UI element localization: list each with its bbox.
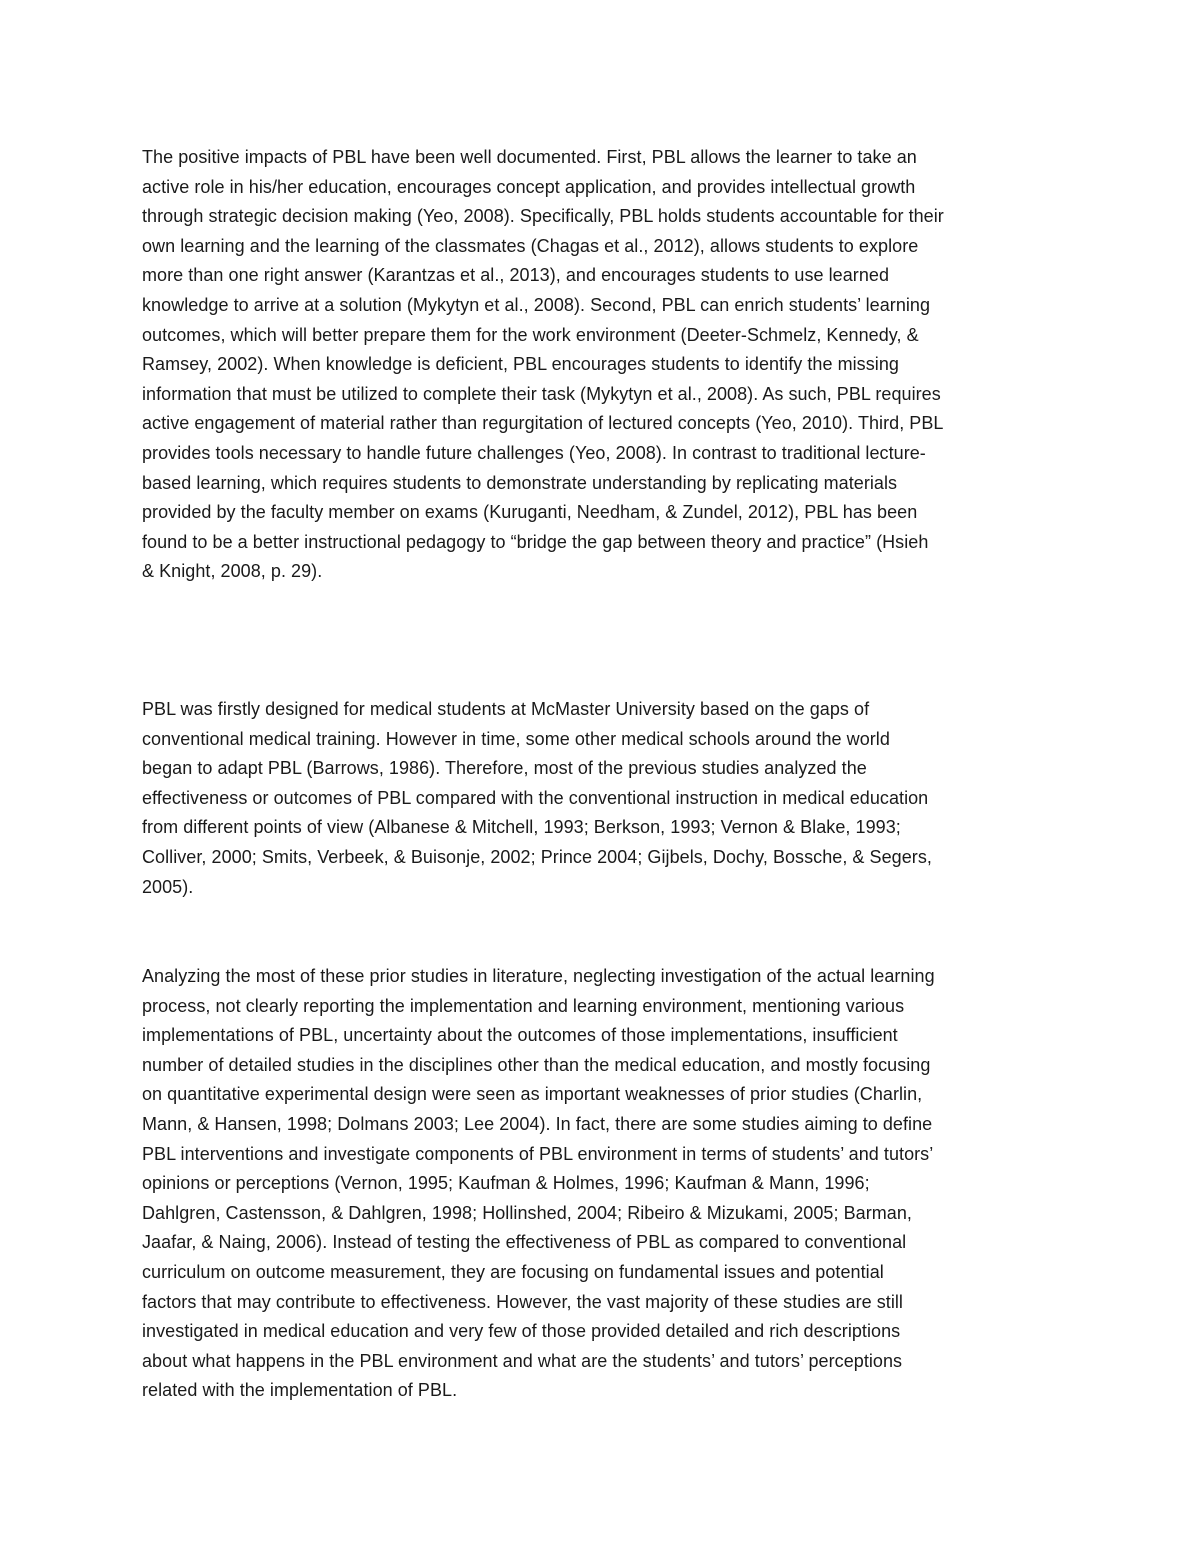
text-line: Colliver, 2000; Smits, Verbeek, & Buisonje, 2002; Prince 2004; Gijbels, Dochy, Bossche, & Segers,	[142, 846, 932, 867]
text-line: provided by the faculty member on exams (Kuruganti, Needham, & Zundel, 2012), PBL has been	[142, 502, 918, 523]
text-line: conventional medical training. However in time, some other medical schools around the world	[142, 728, 890, 749]
text-line: through strategic decision making (Yeo, 2008). Specifically, PBL holds students accountable for their	[142, 206, 944, 227]
text-line: number of detailed studies in the disciplines other than the medical education, and mostly focusing	[142, 1054, 931, 1075]
text-line: Mann, & Hansen, 1998; Dolmans 2003; Lee 2004). In fact, there are some studies aiming to define	[142, 1113, 933, 1134]
text-line: PBL interventions and investigate components of PBL environment in terms of students’ and tutors’	[142, 1143, 934, 1164]
text-line: The positive impacts of PBL have been well documented. First, PBL allows the learner to take an	[142, 147, 917, 167]
text-line: found to be a better instructional pedagogy to “bridge the gap between theory and practice” (Hsieh	[142, 531, 929, 552]
text-line: opinions or perceptions (Vernon, 1995; Kaufman & Holmes, 1996; Kaufman & Mann, 1996;	[142, 1173, 870, 1194]
text-line: about what happens in the PBL environment and what are the students’ and tutors’ perceptions	[142, 1350, 903, 1371]
text-line: & Knight, 2008, p. 29).	[142, 561, 323, 582]
text-line: 2005).	[142, 876, 194, 897]
text-line: outcomes, which will better prepare them for the work environment (Deeter-Schmelz, Kennedy, &	[142, 324, 919, 345]
text-line: on quantitative experimental design were seen as important weaknesses of prior studies (Charlin,	[142, 1084, 923, 1105]
paragraph-pbl-positive-impacts	[142, 143, 1066, 587]
text-line: curriculum on outcome measurement, they are focusing on fundamental issues and potential	[142, 1261, 884, 1282]
text-line: based learning, which requires students to demonstrate understanding by replicating materials	[142, 472, 898, 493]
text-line: PBL was firstly designed for medical students at McMaster University based on the gaps of	[142, 699, 870, 719]
text-line: related with the implementation of PBL.	[142, 1380, 458, 1401]
text-line: Analyzing the most of these prior studies in literature, neglecting investigation of the actual learning	[142, 966, 935, 986]
text-line: began to adapt PBL (Barrows, 1986). Therefore, most of the previous studies analyzed the	[142, 758, 867, 779]
text-line: knowledge to arrive at a solution (Mykytyn et al., 2008). Second, PBL can enrich students’ learning	[142, 294, 931, 315]
text-line: Dahlgren, Castensson, & Dahlgren, 1998; Hollinshed, 2004; Ribeiro & Mizukami, 2005; Barman,	[142, 1202, 912, 1223]
text-line: implementations of PBL, uncertainty about the outcomes of those implementations, insufficient	[142, 1025, 898, 1046]
paragraph-pbl-origins	[142, 695, 1066, 902]
text-line: more than one right answer (Karantzas et al., 2013), and encourages students to use learned	[142, 265, 890, 286]
text-line: process, not clearly reporting the implementation and learning environment, mentioning various	[142, 995, 905, 1016]
text-line: Ramsey, 2002). When knowledge is deficient, PBL encourages students to identify the missing	[142, 354, 899, 375]
text-line: investigated in medical education and very few of those provided detailed and rich descriptions	[142, 1321, 901, 1342]
text-line: Jaafar, & Naing, 2006). Instead of testing the effectiveness of PBL as compared to conventional	[142, 1232, 907, 1253]
text-line: effectiveness or outcomes of PBL compared with the conventional instruction in medical education	[142, 787, 929, 808]
text-line: active engagement of material rather than regurgitation of lectured concepts (Yeo, 2010). Third, PBL	[142, 413, 944, 434]
text-line: factors that may contribute to effectiveness. However, the vast majority of these studies are still	[142, 1291, 903, 1312]
text-line: information that must be utilized to complete their task (Mykytyn et al., 2008). As such, PBL requires	[142, 383, 941, 404]
text-line: provides tools necessary to handle future challenges (Yeo, 2008). In contrast to traditional lecture-	[142, 442, 926, 463]
text-line: own learning and the learning of the classmates (Chagas et al., 2012), allows students to explore	[142, 235, 919, 256]
text-line: from different points of view (Albanese & Mitchell, 1993; Berkson, 1993; Vernon & Blake, 1993;	[142, 817, 901, 838]
text-line: active role in his/her education, encourages concept application, and provides intellectual growth	[142, 176, 916, 197]
paragraph-prior-studies-weaknesses	[142, 962, 1066, 1406]
